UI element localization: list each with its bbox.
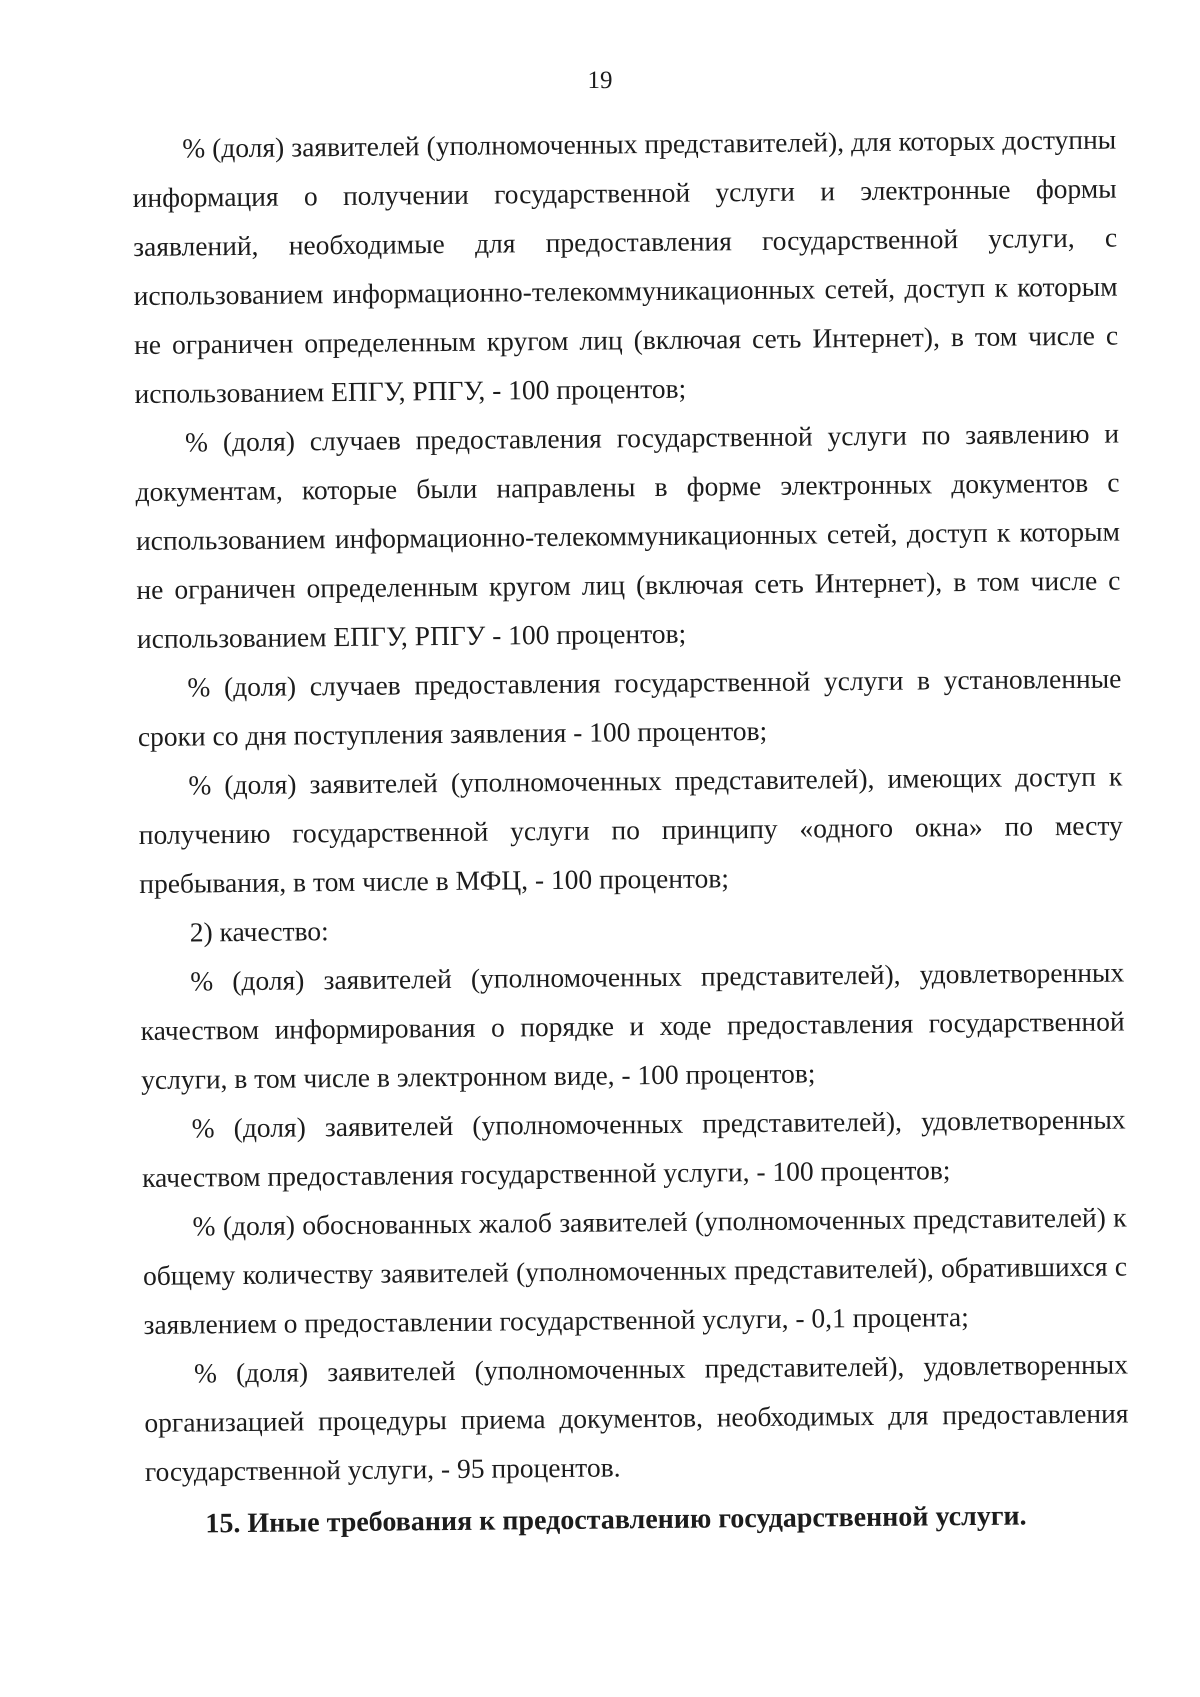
paragraph-complaints-share: % (доля) обоснованных жалоб заявителей (уполномоченных представителей) к общему количеству заявителей (уполномоченных представителей), обратившихся с заявлением о предоставлении государственной услуги, - 0,1 процента; [142, 1201, 1128, 1340]
paragraph-informing-satisfaction: % (доля) заявителей (уполномоченных представителей), удовлетворенных качеством информирования о порядке и ходе предоставления государственной услуги, в том числе в электронном виде, - 100 процентов; [140, 956, 1125, 1095]
document-body [132, 115, 1130, 1549]
paragraph-electronic-requests: % (доля) случаев предоставления государственной услуги по заявлению и документам, которые были направлены в форме электронных документов с использованием информационно-телекоммуникационных сетей, доступ к которым не ограничен определенным кругом лиц (включая сеть Интернет), в том числе с использованием ЕПГУ, РПГУ - 100 процентов; [135, 417, 1121, 654]
section-heading: 15. Иные требования к предоставлению государственной услуги. [205, 1500, 1027, 1540]
paragraph-applicants-info-access: % (доля) заявителей (уполномоченных представителей), для которых доступны информация о получении государственной услуги и электронные формы заявлений, необходимые для предоставления государственной услуги, с использованием информационно-телекоммуникационных сетей, доступ к которым не ограничен определенным кругом лиц (включая сеть Интернет), в том числе с использованием ЕПГУ, РПГУ, - 100 процентов; [132, 123, 1119, 409]
paragraph-service-satisfaction: % (доля) заявителей (уполномоченных представителей), удовлетворенных качеством предоставления государственной услуги, - 100 процентов; [141, 1103, 1126, 1193]
paragraph-reception-satisfaction: % (доля) заявителей (уполномоченных представителей), удовлетворенных организацией процедуры приема документов, необходимых для предоставления государственной услуги, - 95 процентов. [144, 1348, 1129, 1487]
paragraph-quality-label: 2) качество: [189, 915, 329, 948]
paragraph-timely-service: % (доля) случаев предоставления государственной услуги в установленные сроки со дня поступления заявления - 100 процентов; [137, 662, 1122, 752]
paragraph-one-window-access: % (доля) заявителей (уполномоченных представителей), имеющих доступ к получению государственной услуги по принципу «одного окна» по месту пребывания, в том числе в МФЦ, - 100 процентов; [138, 760, 1123, 899]
page-number: 19 [587, 67, 613, 94]
